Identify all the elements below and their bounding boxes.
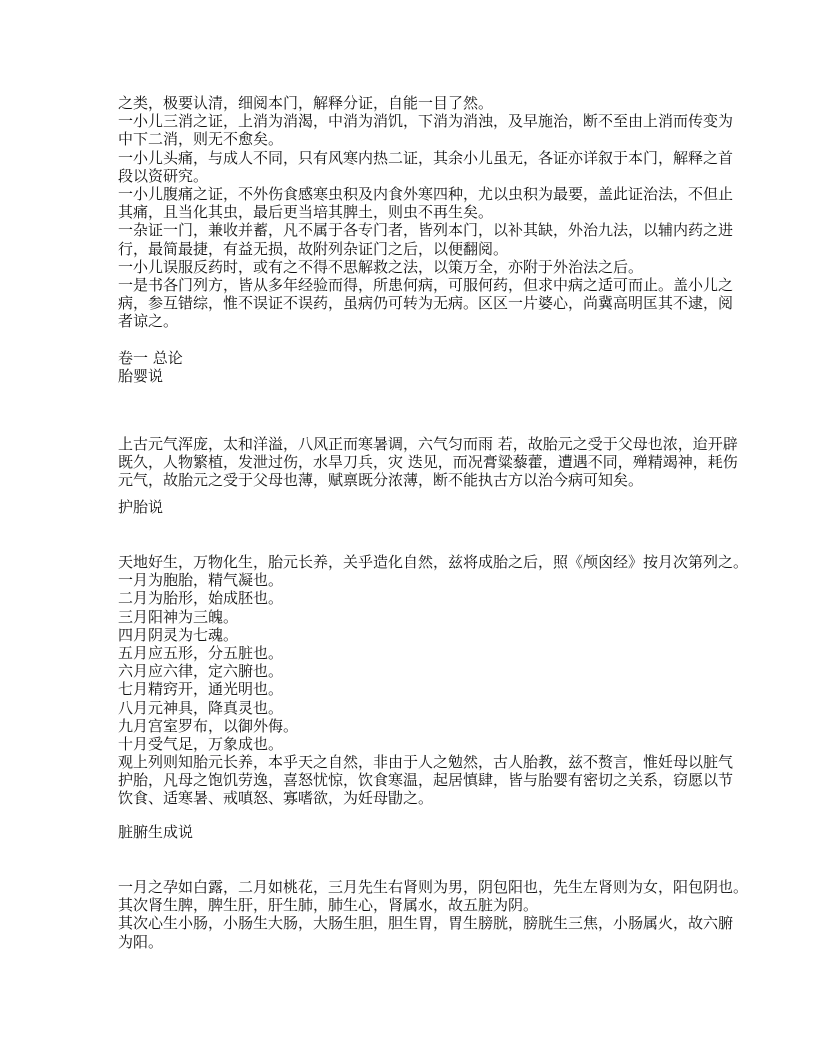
text-line: 七月精窍开，通光明也。 xyxy=(118,680,284,699)
text-line: 一杂证一门，兼收并蓄，凡不属于各专门者，皆列本门，以补其缺，外治九法，以辅内药之进 xyxy=(118,221,734,240)
text-line: 一月为胞胎，精气凝也。 xyxy=(118,571,284,590)
intro-section xyxy=(118,94,734,385)
text-line: 二月为胎形，始成胚也。 xyxy=(118,589,284,608)
text-line: 元气，故胎元之受于父母也薄，赋禀既分浓薄，断不能执古方以治今病可知矣。 xyxy=(118,471,644,490)
section-title-taiying: 胎婴说 xyxy=(118,366,164,385)
section-title-hutai: 护胎说 xyxy=(118,498,164,516)
text-line: 护胎，凡母之饱饥劳逸，喜怒忧惊，饮食寒温，起居慎肆，皆与胎婴有密切之关系，窃愿以节 xyxy=(118,771,734,790)
text-line: 者谅之。 xyxy=(118,312,179,331)
hutai-body xyxy=(118,553,749,808)
zangfu-body xyxy=(118,878,749,951)
text-line: 观上列则知胎元长养，本乎天之自然，非由于人之勉然，古人胎教，兹不赘言，惟妊母以脏气 xyxy=(118,753,734,772)
text-line: 其次肾生脾，脾生肝，肝生肺，肺生心，肾属水，故五脏为阴。 xyxy=(118,896,539,915)
text-line: 五月应五形，分五脏也。 xyxy=(118,643,284,662)
text-line: 一小儿误服反药时，或有之不得不思解救之法，以策万全，亦附于外治法之后。 xyxy=(118,257,644,276)
text-line: 三月阳神为三魄。 xyxy=(118,607,239,626)
text-line: 四月阴灵为七魂。 xyxy=(118,625,239,644)
text-line: 六月应六律，定六腑也。 xyxy=(118,662,284,681)
text-line: 饮食、适寒暑、戒嗔怒、寡嗜欲，为妊母勖之。 xyxy=(118,789,434,808)
text-line: 既久，人物繁植，发泄过伤，水旱刀兵，灾 迭见，而况膏粱藜藿，遭遇不同，殚精竭神，耗伤 xyxy=(118,453,738,472)
text-line: 天地好生，万物化生，胎元长养，关乎造化自然，兹将成胎之后，照《颅囟经》按月次第列之。 xyxy=(118,553,749,571)
section-title-zangfu: 脏腑生成说 xyxy=(118,823,194,841)
text-line: 病，参互错综，惟不误证不误药，虽病仍可转为无病。区区一片婆心，尚冀高明匡其不逮，阅 xyxy=(118,294,734,313)
text-line: 八月元神具，降真灵也。 xyxy=(118,698,284,717)
text-line: 段以资研究。 xyxy=(118,166,209,185)
text-line: 为阳。 xyxy=(118,932,164,951)
text-line: 行，最简最捷，有益无损，故附列杂证门之后，以便翻阅。 xyxy=(118,239,509,258)
text-line: 之类，极要认清，细阅本门，解释分证，自能一目了然。 xyxy=(118,94,494,112)
text-line: 十月受气足，万象成也。 xyxy=(118,734,284,753)
text-line: 其次心生小肠，小肠生大肠，大肠生胆，胆生胃，胃生膀胱，膀胱生三焦，小肠属火，故六腑 xyxy=(118,914,734,933)
text-line: 一是书各门列方，皆从多年经验而得，所患何病，可服何药，但求中病之适可而止。盖小儿之 xyxy=(118,275,734,294)
text-line: 一月之孕如白露，二月如桃花，三月先生右肾则为男，阴包阳也，先生左肾则为女，阳包阴也。 xyxy=(118,878,749,896)
text-line: 一小儿头痛，与成人不同，只有风寒内热二证，其余小儿虽无，各证亦详叙于本门，解释之首 xyxy=(118,148,734,167)
text-line: 一小儿三消之证，上消为消渴，中消为消饥，下消为消浊，及早施治，断不至由上消而传变为 xyxy=(118,112,734,131)
volume-heading: 卷一 总论 xyxy=(118,348,183,367)
text-line: 中下二消，则无不愈矣。 xyxy=(118,130,284,149)
text-line: 上古元气浑庞，太和洋溢，八风正而寒暑调，六气匀而雨 若，故胎元之受于父母也浓，迨开辟 xyxy=(118,435,738,453)
text-line: 九月宫室罗布，以御外侮。 xyxy=(118,716,299,735)
text-line: 其痛，且当化其虫，最后更当培其脾土，则虫不再生矣。 xyxy=(118,203,494,222)
text-line: 一小儿腹痛之证，不外伤食感寒虫积及内食外寒四种，尤以虫积为最要，盖此证治法，不但止 xyxy=(118,184,734,203)
taiying-body xyxy=(118,435,738,490)
